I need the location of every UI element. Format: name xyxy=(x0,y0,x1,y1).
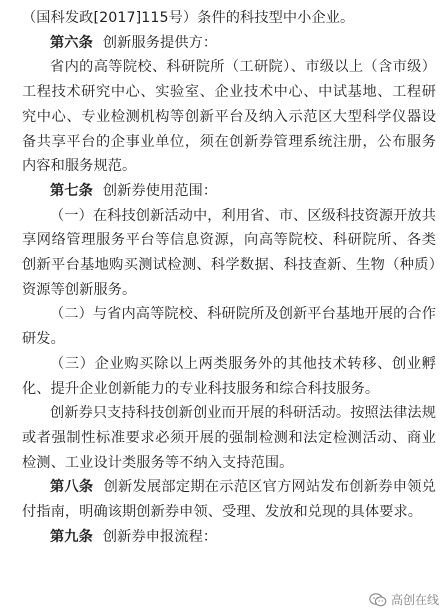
watermark xyxy=(369,592,439,608)
wechat-icon xyxy=(369,593,387,607)
article-7-note: 创新券只支持科技创新创业而开展的科研活动。按照法律法规或者强制性标准要求必须开展的强制检测和法定检测活动、商业检测、工业设计类服务等不纳入支持范围。 xyxy=(22,405,436,471)
article-7-item-1: （一）在科技创新活动中，利用省、市、区级科技资源开放共享网络管理服务平台等信息资源，向高等院校、科研院所、各类创新平台基地购买测试检测、科学数据、科技查新、生物（种质）资源等创新服务。 xyxy=(22,207,436,298)
article-6-paragraph: 省内的高等院校、科研院所（工研院）、市级以上（含市级）工程技术研究中心、实验室、企业技术中心、中试基地、工程研究中心、专业检测机构等创新平台及纳入示范区大型科学仪器设备共享平台的企事业单位，须在创新券管理系统注册，公布服务内容和服务规范。 xyxy=(22,59,436,175)
article-7-number: 第七条 xyxy=(50,182,93,199)
article-6-number: 第六条 xyxy=(50,34,93,51)
article-8-text: 创新发展部定期在示范区官方网站发布创新券申领兑付指南，明确该期创新券申领、受理、发放和兑现的具体要求。 xyxy=(22,479,436,521)
article-7-heading xyxy=(22,179,436,204)
continuation-line: （国科发政[2017]115号）条件的科技型中小企业。 xyxy=(22,10,355,26)
article-8-number: 第八条 xyxy=(50,479,94,496)
article-7-item-2: （二）与省内高等院校、科研院所及创新平台基地开展的合作研发。 xyxy=(22,306,436,348)
article-6-heading xyxy=(22,31,436,56)
article-7-title: 创新券使用范围： xyxy=(102,182,218,199)
article-9-heading xyxy=(22,525,436,550)
article-6-title: 创新服务提供方： xyxy=(102,34,218,51)
article-9-number: 第九条 xyxy=(50,528,93,545)
document-body xyxy=(22,6,436,549)
watermark-label: 高创在线 xyxy=(390,593,439,607)
article-7-item-3: （三）企业购买除以上两类服务外的其他技术转移、创业孵化、提升企业创新能力的专业科技服务和综合科技服务。 xyxy=(22,355,436,397)
article-9-title: 创新券申报流程： xyxy=(102,528,218,545)
article-8-paragraph xyxy=(22,475,436,524)
